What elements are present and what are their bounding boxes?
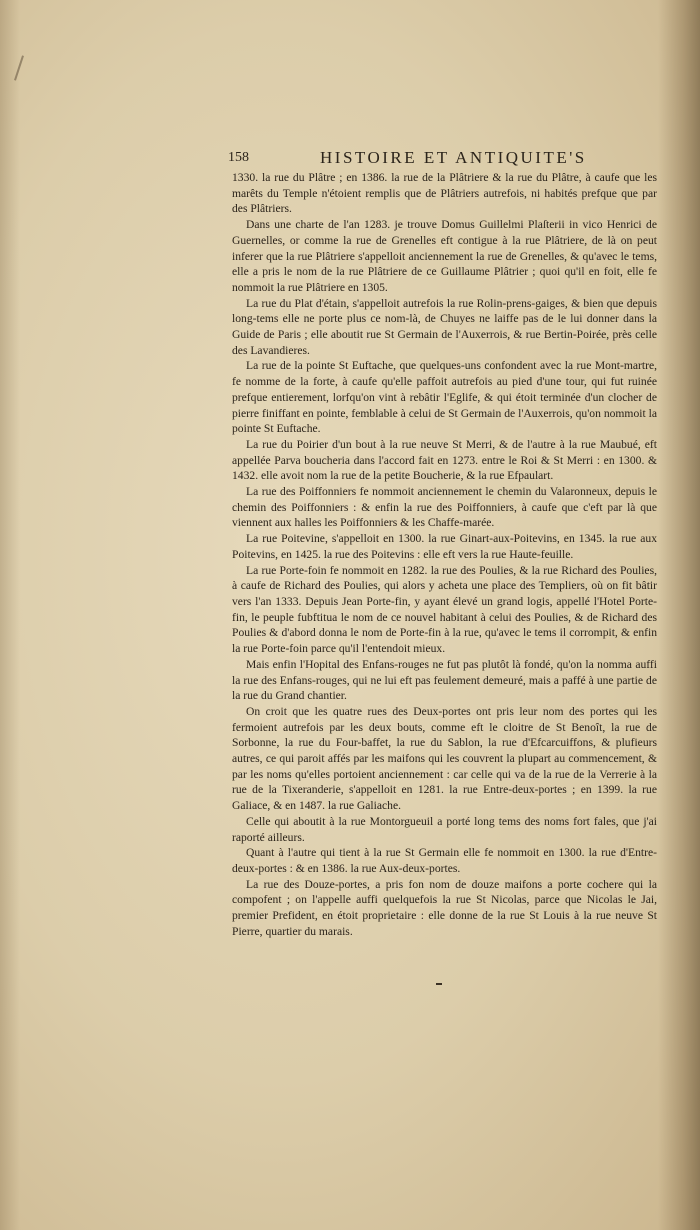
paragraph: La rue des Douze-portes, a pris fon nom de douze maifons a porte cochere qui la compofent ; on l'appelle auffi quelquefois la rue St Nicolas, parce que Nicolas le Jai, premier Prefident, en étoit proprietaire : elle donne de la rue St Louis à la rue neuve St Pierre, quartier du marais. [232,877,657,938]
running-title: HISTOIRE ET ANTIQUITE'S [320,148,587,167]
page-gutter-shadow [0,0,20,1230]
paragraph: La rue des Poiffonniers fe nommoit anciennement le chemin du Valaronneux, depuis le chemin des Poiffonniers : & enfin la rue des Poiffonniers, à caufe que c'eft par là que viennent aux halles les Poiffonniers & les Chaffe-marée. [232,485,657,530]
page-header [228,148,653,170]
paragraph: La rue du Plat d'étain, s'appelloit autrefois la rue Rolin-prens-gaiges, & bien que depuis long-tems elle ne porte plus ce nom-là, de Chuyes ne laiffe pas de le lui donner dans la Guide de Paris ; elle aboutit rue St Germain de l'Auxerrois, & rue Bertin-Poirée, près celle des Lavandieres. [232,296,657,357]
paragraph: Celle qui aboutit à la rue Montorgueuil a porté long tems des noms fort fales, que j'ai raporté ailleurs. [232,814,657,844]
end-ornament [436,983,442,985]
page-number: 158 [228,150,249,165]
paragraph: Mais enfin l'Hopital des Enfans-rouges ne fut pas plutôt là fondé, qu'on la nomma auffi la rue des Enfans-rouges, qui ne lui eft pas feulement demeuré, mais a paffé à une partie de la rue du Grand chantier. [232,657,657,703]
page-edge-shadow [658,0,700,1230]
paragraph: La rue de la pointe St Euftache, que quelques-uns confondent avec la rue Mont-martre, fe nomme de la forte, à caufe qu'elle paffoit autrefois au pied d'une tour, qui fut ruinée prefque entierement, lorfqu'on vint à rebâtir l'Eglife, & qui étoit terminée d'un clocher de pierre finiffant en pointe, femblable à celui de St Germain de l'Auxerrois, qu'on nommoit la pointe St Euftache. [232,359,657,436]
paragraph: Dans une charte de l'an 1283. je trouve Domus Guillelmi Plaſterii in vico Henrici de Guernelles, or comme la rue de Grenelles eft contigue à la rue Plâtriere, de là on peut inferer que la rue Plâtriere s'appelloit anciennement la rue de Grenelles, & qu'avec le tems, elle a pris le nom de la rue Plâtriere de ce Guillaume Plâtrier ; quoi qu'il en foit, elle fe nommoit la rue Plâtriere en 1305. [232,218,657,294]
paragraph: La rue Poitevine, s'appelloit en 1300. la rue Ginart-aux-Poitevins, en 1345. la rue aux Poitevins, en 1425. la rue des Poitevins : elle eft vers la rue Haute-feuille. [232,532,657,561]
paragraph: 1330. la rue du Plâtre ; en 1386. la rue de la Plâtriere & la rue du Plâtre, à caufe que les marêts du Temple n'étoient remplis que de Plâtriers autrefois, ni habités prefque que par des Plâtriers. [232,171,657,216]
paragraph: La rue du Poirier d'un bout à la rue neuve St Merri, & de l'autre à la rue Maubué, eft appellée Parva boucheria dans l'accord fait en 1273. entre le Roi & St Merri : en 1300. & 1432. elle avoit nom la rue de la petite Boucherie, & la rue Efpaulart. [232,437,657,483]
body-text [232,170,657,939]
paragraph: La rue Porte-foin fe nommoit en 1282. la rue des Poulies, & la rue Richard des Poulies, à caufe de Richard des Poulies, qui alors y acheta une place des Templiers, où on fit bâtir vers l'an 1333. Depuis Jean Porte-fin, y ayant élevé un grand logis, appellé l'Hotel Porte-fin, le peuple fubftitua le nom de ce nouvel habitant à celui des Poulies, & de Richard des Poulies & d'abord donna le nom de Porte-fin à la rue, qu'avec le tems il corrompit, & enfin la rue Porte-foin parce qu'il l'entendoit mieux. [232,563,657,656]
paragraph: Quant à l'autre qui tient à la rue St Germain elle fe nommoit en 1300. la rue d'Entre-deux-portes : & en 1386. la rue Aux-deux-portes. [232,846,657,875]
paragraph: On croit que les quatre rues des Deux-portes ont pris leur nom des portes qui les fermoient autrefois par les deux bouts, comme eft le cloitre de St Benoît, la rue de Sorbonne, la rue du Four-baffet, la rue du Sablon, la rue d'Efcarcuiffons, & plufieurs autres, ce qui paroit affés par les maifons qui les couvrent la plupart au commencement, & par les noms qu'elles portoient anciennement : car celle qui va de la rue de la Verrerie à la rue de la Tixeranderie, s'appelloit en 1281. la rue Entre-deux-portes ; en 1399. la rue Galiace, & en 1487. la rue Galiache. [232,704,657,813]
